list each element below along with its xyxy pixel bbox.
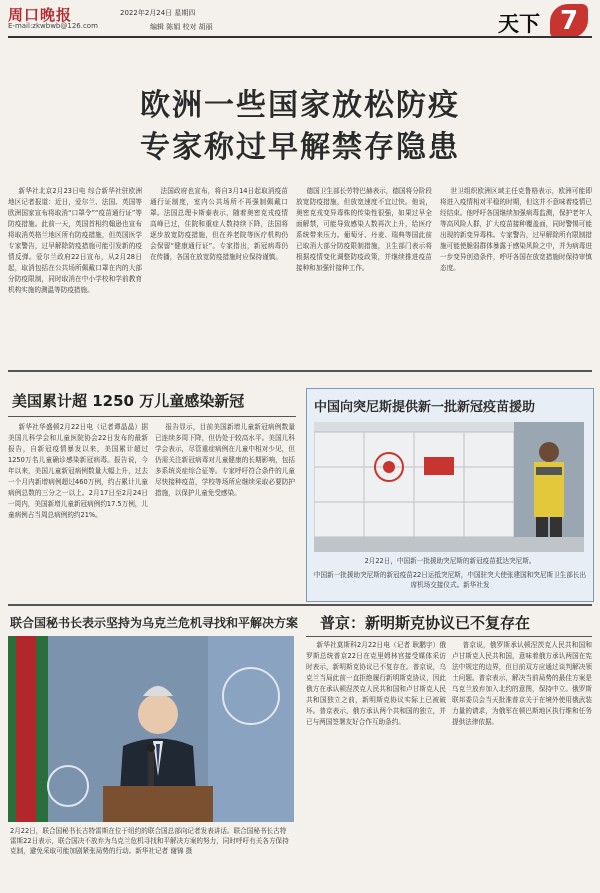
- lead-column-4: 世卫组织欧洲区域主任克鲁格表示，欧洲可能即将进入疫情相对平稳的时期，但这并不意味着疫情已经结束。他呼吁各国继续加强病毒监测，保护老年人等高风险人群，扩大疫苗接种覆盖面，同时警惕可能出现的新变异毒株。专家警告，过早解除所有限制措施可能使脆弱群体暴露于感染风险之中，并为病毒进一步变异创造条件，呼吁各国在放宽措施时保持审慎态度。: [440, 187, 592, 272]
- newspaper-email: E-mail:zkwbwb@126.com: [8, 22, 98, 30]
- lead-headline-line-2: 专家称过早解禁存隐患: [140, 130, 460, 165]
- russia-story-rule: [306, 636, 592, 637]
- photo-caption-1: 2月22日，中国新一批援助突尼斯的新冠疫苗抵达突尼斯。: [364, 557, 536, 565]
- lead-column-1: 新华社北京2月23日电 综合新华社驻欧洲地区记者报道：近日，爱尔兰、法国、英国等欧洲国家宣布将取消“口罩令”“疫苗通行证”等防疫措施。此前一天，英国首相约翰逊也宣布将取消英格兰地区所有防疫措施，但英国医学专家警告，过早解除防疫措施可能引发新的疫情反弹。爱尔兰政府22日宣布，从2月28日起，取消包括在公共场所佩戴口罩在内的大部分防疫限制，同时取消在中小学校和学前教育机构实施的测温等防疫措施。: [8, 187, 142, 294]
- page-number-badge: 7: [550, 4, 588, 38]
- un-photo-illustration: [8, 636, 294, 822]
- lead-column-2: 法国政府也宣布，将自3月14日起取消疫苗通行证制度，室内公共场所不再强制佩戴口罩。法国总理卡斯泰表示，随着奥密克戎疫情高峰已过，住院和重症人数持续下降，法国将逐步放宽防疫措施，但在养老院等医疗机构仍会保留“健康通行证”。专家指出，新冠病毒仍在传播，各国在放宽防疫措施时应保持谨慎。: [150, 187, 288, 261]
- photo-story-title: 中国向突尼斯提供新一批新冠疫苗援助: [314, 400, 536, 415]
- photo-caption-2: 中国新一批援助突尼斯的新冠疫苗22日运抵突尼斯，中国驻突大使张建国和突尼斯卫生部长出席机场交接仪式。新华社发: [313, 571, 587, 589]
- un-photo-caption: 2月22日，联合国秘书长古特雷斯在位于纽约的联合国总部向记者发表讲话。联合国秘书长古特雷斯22日表示，联合国决不放弃为乌克兰危机寻找和平解决方案的努力，同时呼吁有关各方保持克制，避免采取可能加剧紧张局势的行动。新华社记者 谢锦 摄: [10, 827, 289, 855]
- section-name: 天下: [498, 11, 540, 36]
- lead-headline-line-1: 欧洲一些国家放松防疫: [140, 88, 460, 123]
- section-divider: [8, 370, 592, 372]
- issue-date: 2022年2月24日 星期四: [120, 9, 196, 17]
- editor-credits: 编辑 陈娟 校对 胡丽: [150, 23, 213, 31]
- newspaper-logo: 周口晚报: [8, 6, 73, 24]
- russia-story-column-2: 普京说，俄罗斯承认顿涅茨克人民共和国和卢甘斯克人民共和国，意味着俄方承认两国在宪法中规定的边界，但目前双方应通过谈判解决领土问题。普京表示，解决当前局势的最佳方案是乌克兰放弃加入北约的意图，保持中立。俄罗斯联邦委员会当天批准普京关于在境外使用俄武装力量的请求，为俄军在顿巴斯地区执行维和任务提供法律依据。: [452, 641, 592, 726]
- russia-story-column-1: 新华社莫斯科2月22日电（记者 耿鹏宇）俄罗斯总统普京22日在克里姆林宫接受媒体采访时表示，新明斯克协议已不复存在。普京说，乌克兰当局此前一直拒绝履行新明斯克协议，因此俄方在承认顿涅茨克人民共和国和卢甘斯克人民共和国独立之前，新明斯克协议实际上已被破坏。普京表示，俄方承认两个共和国的独立，并已与两国签署友好合作互助条约。: [306, 641, 446, 726]
- lead-column-3: 德国卫生部长劳特巴赫表示，德国将分阶段放宽防疫措施，但放宽速度不宜过快。他说，奥密克戎变异毒株的传染性很强，如果过早全面解禁，可能导致感染人数再次上升，给医疗系统带来压力。葡萄牙、丹麦、瑞典等国此前已取消大部分防疫限制措施，卫生部门表示将根据疫情变化调整防疫政策，并继续推进疫苗接种和加强针接种工作。: [296, 187, 432, 272]
- un-photo: [8, 636, 294, 822]
- masthead-rule: [8, 36, 592, 38]
- vaccine-photo: [314, 422, 584, 552]
- russia-story-title: 普京：新明斯克协议已不复存在: [320, 614, 531, 632]
- section-divider-2: [8, 604, 592, 606]
- us-story-title: 美国累计超 1250 万儿童感染新冠: [12, 392, 245, 410]
- un-story-title: 联合国秘书长表示坚持为乌克兰危机寻找和平解决方案: [10, 616, 299, 630]
- us-story-column-2: 报告显示，目前美国新增儿童新冠病例数量已连续多周下降，但仍处于较高水平。美国儿科学会表示，尽管重症病例在儿童中相对少见，但仍需关注新冠病毒对儿童健康的长期影响，包括多系统炎症综合征等。专家呼吁符合条件的儿童尽快接种疫苗，学校等场所应继续采取必要防护措施，以保护儿童免受感染。: [155, 423, 295, 497]
- us-story-rule: [8, 416, 296, 417]
- vaccine-photo-illustration: [314, 422, 584, 552]
- us-story-column-1: 新华社华盛顿2月22日电（记者谭晶晶）据美国儿科学会和儿童医院协会22日发布的最新报告，自新冠疫情暴发以来，美国累计超过1250万名儿童确诊感染新冠病毒。报告说，今年以来，美国儿童新冠病例数量大幅上升，过去一个月内新增病例超过460万例，约占累计儿童病例总数的三分之一以上。2月17日至2月24日一周内，美国新增儿童新冠病例约17.5万例，儿童病例占当周总病例的约21%。: [8, 423, 148, 519]
